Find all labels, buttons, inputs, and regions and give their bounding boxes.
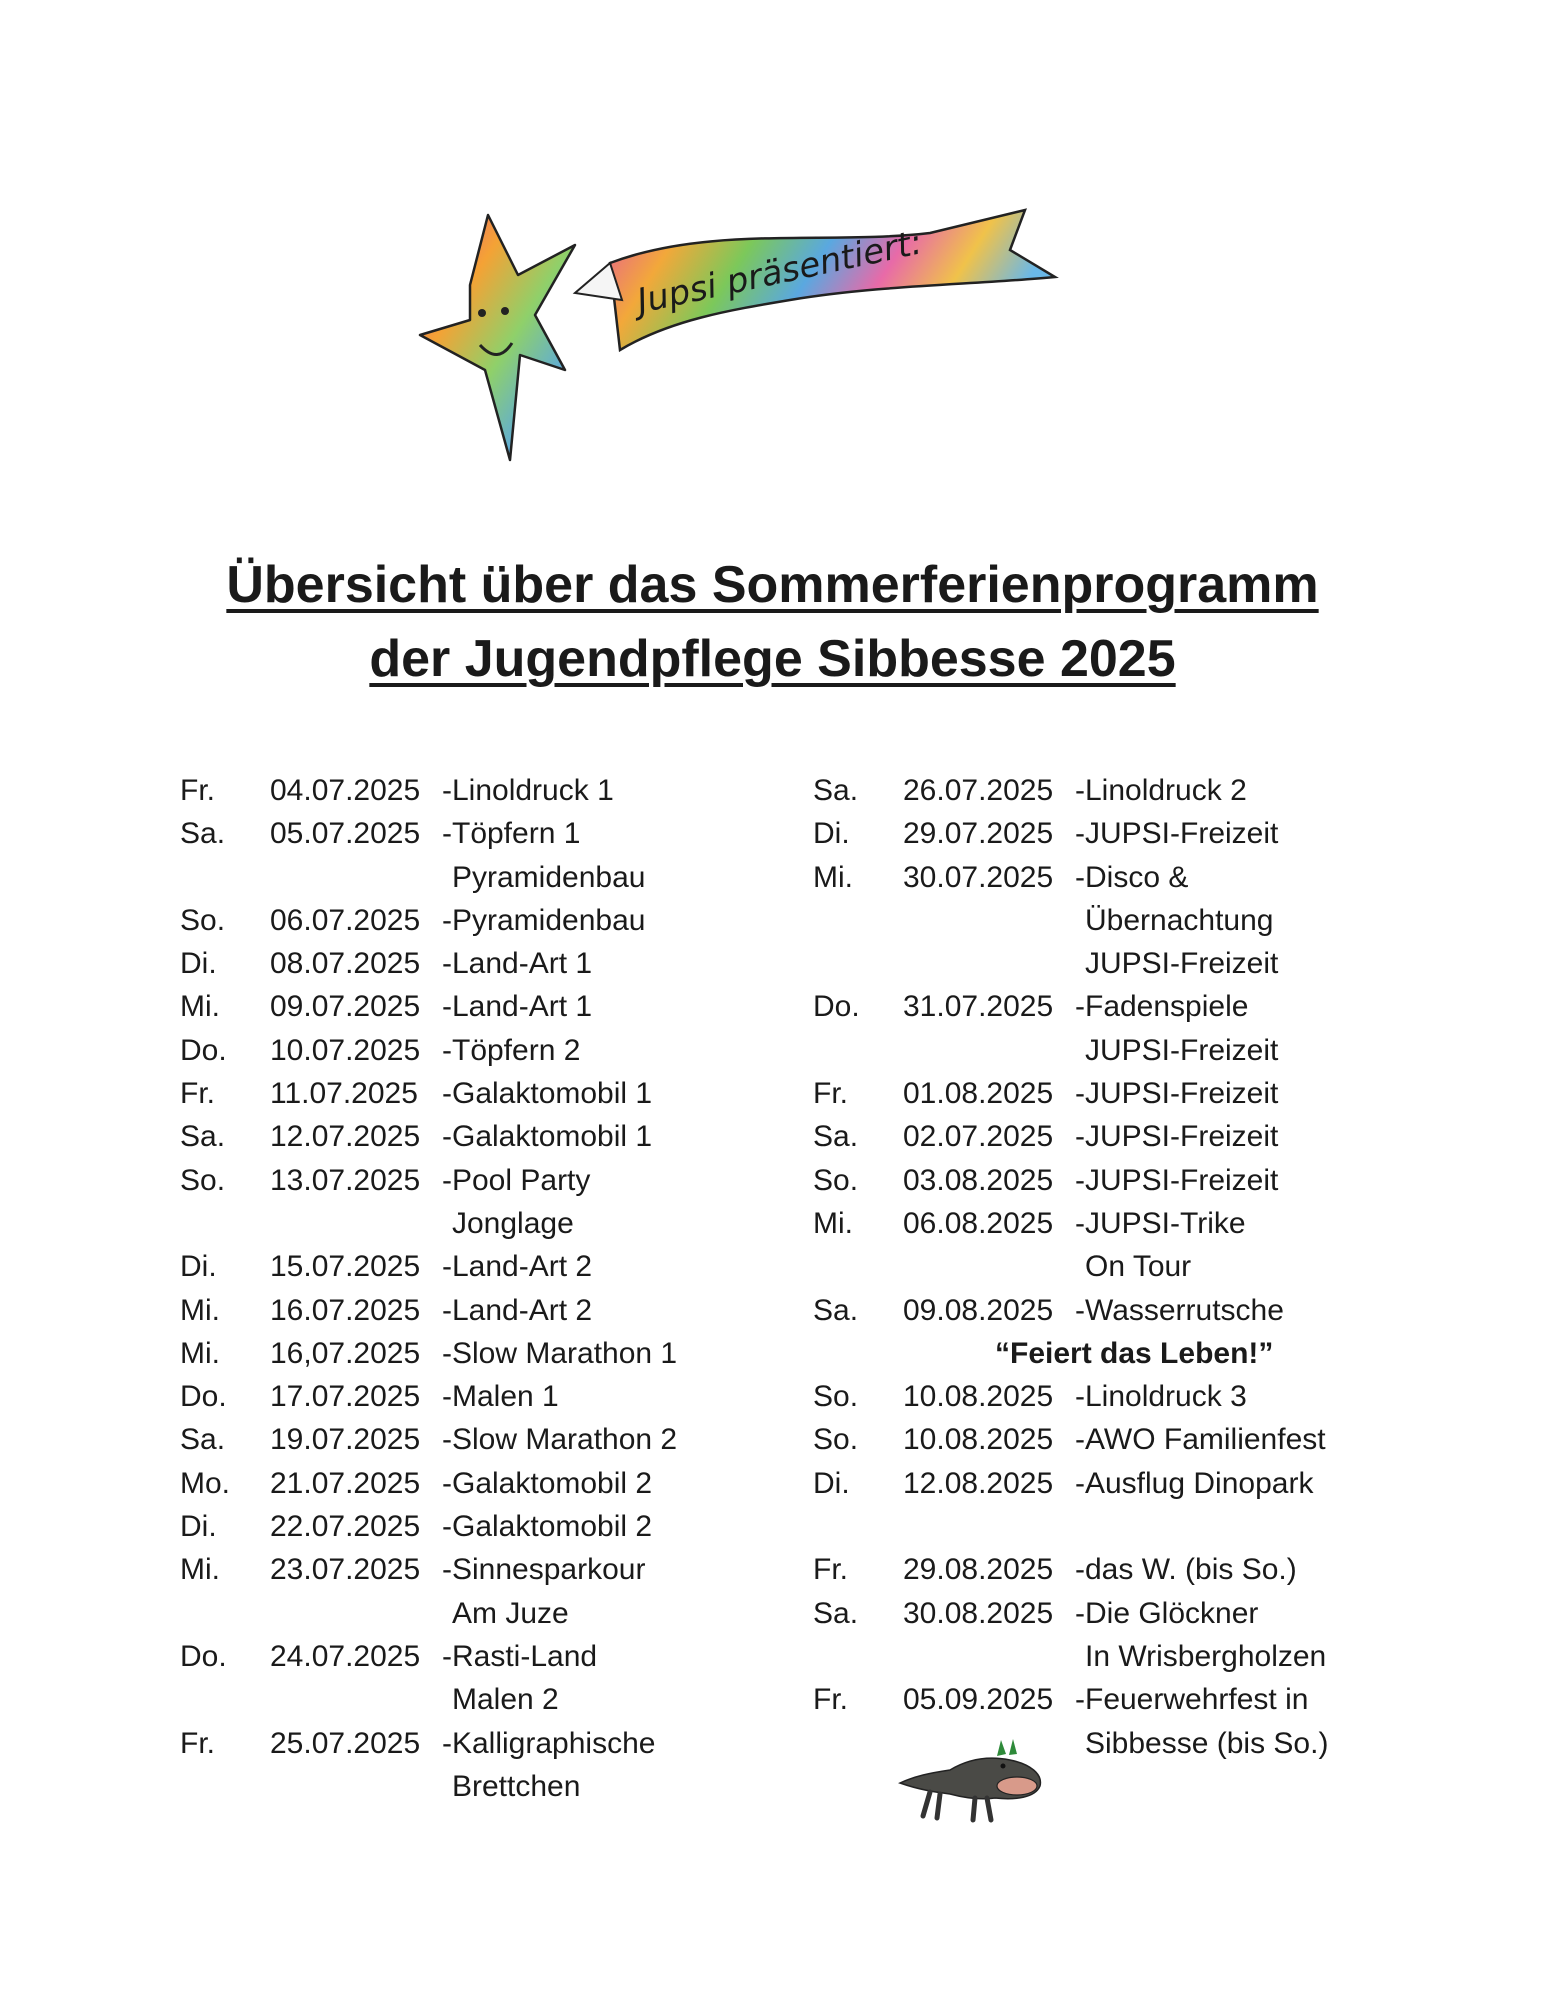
entry-day: Do.	[180, 1639, 227, 1673]
entry-activity: -Fadenspiele	[1075, 990, 1249, 1024]
entry-date: 10.07.2025	[270, 1033, 421, 1067]
entry-day: Do.	[180, 1380, 227, 1414]
schedule-entry	[813, 1159, 1328, 1202]
entry-day: Di.	[180, 1510, 217, 1544]
entry-activity: -JUPSI-Freizeit	[1075, 817, 1279, 851]
entry-activity: -Pyramidenbau	[442, 903, 646, 937]
entry-date: 30.08.2025	[903, 1596, 1054, 1630]
schedule-entry	[180, 812, 677, 899]
entry-date: 10.08.2025	[903, 1423, 1054, 1457]
entry-activity: -Land-Art 2	[442, 1293, 593, 1327]
entry-day: Do.	[180, 1033, 227, 1067]
entry-date: 24.07.2025	[270, 1639, 421, 1673]
entry-activity: -Land-Art 1	[442, 990, 593, 1024]
entry-day: So.	[813, 1380, 859, 1414]
entry-activity: Sibbesse (bis So.)	[1085, 1726, 1329, 1760]
entry-activity: JUPSI-Freizeit	[1085, 947, 1279, 981]
entry-date: 31.07.2025	[903, 990, 1054, 1024]
entry-date: 02.07.2025	[903, 1120, 1054, 1154]
entry-day: Sa.	[813, 1596, 859, 1630]
entry-date: 17.07.2025	[270, 1380, 421, 1414]
entry-activity: -Wasserrutsche	[1075, 1293, 1284, 1327]
entry-activity: -Töpfern 1	[442, 817, 581, 851]
entry-day: Fr.	[813, 1553, 848, 1587]
entry-activity: -Slow Marathon 1	[442, 1336, 678, 1370]
schedule-entry	[813, 1592, 1328, 1679]
entry-day: Mo.	[180, 1466, 231, 1500]
entry-activity: -Slow Marathon 2	[442, 1423, 678, 1457]
schedule-entry	[813, 1678, 1328, 1765]
schedule-entry	[180, 1375, 677, 1418]
entry-date: 05.07.2025	[270, 817, 421, 851]
schedule-entry	[180, 1635, 677, 1722]
entry-activity: Brettchen	[452, 1769, 581, 1803]
entry-day: Fr.	[813, 1683, 848, 1717]
entry-activity: Am Juze	[452, 1596, 569, 1630]
entry-day: Fr.	[813, 1077, 848, 1111]
entry-date: 04.07.2025	[270, 774, 421, 807]
entry-date: 13.07.2025	[270, 1163, 421, 1197]
entry-date: 29.07.2025	[903, 817, 1054, 851]
entry-activity: -Die Glöckner	[1075, 1596, 1259, 1630]
entry-day: Sa.	[180, 1120, 226, 1154]
entry-day: Sa.	[180, 1423, 226, 1457]
entry-activity: Malen 2	[452, 1683, 559, 1717]
schedule-entry	[180, 1418, 677, 1461]
entry-activity: -AWO Familienfest	[1075, 1423, 1326, 1457]
schedule-entry	[813, 1072, 1328, 1115]
schedule-entry	[813, 1375, 1328, 1418]
entry-activity: In Wrisbergholzen	[1085, 1639, 1327, 1673]
entry-day: So.	[180, 1163, 226, 1197]
entry-date: 01.08.2025	[903, 1077, 1054, 1111]
schedule-entry	[813, 1289, 1328, 1376]
entry-activity: -Galaktomobil 1	[442, 1120, 653, 1154]
entry-activity: -Ausflug Dinopark	[1075, 1466, 1314, 1500]
schedule-entry	[180, 1159, 677, 1246]
schedule-entry	[813, 769, 1328, 812]
schedule-left-column	[180, 769, 677, 1808]
schedule-entry	[180, 1462, 677, 1505]
entry-date: 06.07.2025	[270, 903, 421, 937]
schedule-entry	[813, 812, 1328, 855]
entry-activity: -JUPSI-Trike	[1075, 1206, 1246, 1240]
entry-day: So.	[180, 903, 226, 937]
entry-date: 12.07.2025	[270, 1120, 421, 1154]
page-title	[0, 548, 1545, 696]
entry-activity: -JUPSI-Freizeit	[1075, 1163, 1279, 1197]
entry-date: 03.08.2025	[903, 1163, 1054, 1197]
entry-date: 22.07.2025	[270, 1510, 421, 1544]
schedule-entry	[813, 1418, 1328, 1461]
schedule-entry	[813, 1548, 1328, 1591]
entry-day: Do.	[813, 990, 860, 1024]
entry-date: 09.07.2025	[270, 990, 421, 1024]
schedule-entry	[813, 856, 1328, 986]
entry-activity: -Linoldruck 1	[442, 774, 614, 807]
schedule-entry	[180, 1332, 677, 1375]
entry-date: 19.07.2025	[270, 1423, 421, 1457]
schedule-entry	[180, 1289, 677, 1332]
entry-activity: -Linoldruck 3	[1075, 1380, 1247, 1414]
entry-date: 29.08.2025	[903, 1553, 1054, 1587]
entry-date: 26.07.2025	[903, 774, 1054, 807]
entry-date: 05.09.2025	[903, 1683, 1054, 1717]
entry-date: 06.08.2025	[903, 1206, 1054, 1240]
entry-activity: -Rasti-Land	[442, 1639, 598, 1673]
entry-day: Mi.	[180, 1336, 220, 1370]
entry-day: Sa.	[180, 817, 226, 851]
schedule-entry	[813, 1115, 1328, 1158]
entry-day: Mi.	[813, 860, 853, 894]
entry-activity: -JUPSI-Freizeit	[1075, 1120, 1279, 1154]
entry-day: Mi.	[180, 1293, 220, 1327]
schedule-entry	[180, 1029, 677, 1072]
schedule-entry	[813, 1202, 1328, 1289]
entry-day: Di.	[180, 1250, 217, 1284]
title-line-1: Übersicht über das Sommerferienprogramm	[226, 556, 1319, 614]
entry-activity: -JUPSI-Freizeit	[1075, 1077, 1279, 1111]
schedule-entry	[180, 769, 677, 812]
entry-date: 16,07.2025	[270, 1336, 421, 1370]
entry-date: 16.07.2025	[270, 1293, 421, 1327]
entry-date: 10.08.2025	[903, 1380, 1054, 1414]
entry-day: Sa.	[813, 1293, 859, 1327]
entry-activity: -Galaktomobil 2	[442, 1466, 653, 1500]
entry-date: 11.07.2025	[270, 1077, 418, 1111]
schedule-entry	[180, 985, 677, 1028]
schedule-entry	[813, 985, 1328, 1072]
entry-date: 30.07.2025	[903, 860, 1054, 894]
entry-day: Di.	[813, 1466, 850, 1500]
entry-activity: -Disco &	[1075, 860, 1189, 894]
entry-date: 21.07.2025	[270, 1466, 421, 1500]
entry-activity: -Galaktomobil 2	[442, 1510, 653, 1544]
entry-day: Mi.	[180, 990, 220, 1024]
entry-day: So.	[813, 1163, 859, 1197]
entry-activity: -Töpfern 2	[442, 1033, 581, 1067]
schedule-entry	[180, 1548, 677, 1635]
lizard-illustration	[895, 1728, 1045, 1828]
schedule-entry	[180, 1115, 677, 1158]
schedule-entry	[180, 942, 677, 985]
entry-activity: JUPSI-Freizeit	[1085, 1033, 1279, 1067]
entry-day: So.	[813, 1423, 859, 1457]
title-line-2: der Jugendpflege Sibbesse 2025	[369, 630, 1176, 688]
entry-activity: -Sinnesparkour	[442, 1553, 646, 1587]
entry-activity: -Land-Art 2	[442, 1250, 593, 1284]
entry-date: 08.07.2025	[270, 947, 421, 981]
entry-date: 12.08.2025	[903, 1466, 1054, 1500]
entry-activity: -Feuerwehrfest in	[1075, 1683, 1309, 1717]
entry-day: Fr.	[180, 1077, 215, 1111]
entry-activity: -Malen 1	[442, 1380, 559, 1414]
entry-day: Di.	[813, 817, 850, 851]
entry-day: Fr.	[180, 1726, 215, 1760]
schedule-right-column	[813, 769, 1328, 1765]
entry-date: 09.08.2025	[903, 1293, 1054, 1327]
banner-text: Jupsi präsentiert:	[633, 222, 926, 322]
entry-date: 15.07.2025	[270, 1250, 421, 1284]
entry-activity: Jonglage	[452, 1206, 574, 1240]
entry-date: 25.07.2025	[270, 1726, 421, 1760]
spacer	[813, 1505, 1328, 1548]
entry-activity: Pyramidenbau	[452, 860, 646, 894]
entry-date: 23.07.2025	[270, 1553, 421, 1587]
entry-activity: -Kalligraphische	[442, 1726, 656, 1760]
jupsi-star-banner-illustration	[410, 205, 1070, 475]
entry-day: Di.	[180, 947, 217, 981]
schedule-entry	[180, 1505, 677, 1548]
entry-activity: -das W. (bis So.)	[1075, 1553, 1297, 1587]
entry-activity: -Pool Party	[442, 1163, 591, 1197]
entry-day: Mi.	[813, 1206, 853, 1240]
entry-slogan: “Feiert das Leben!”	[995, 1336, 1274, 1370]
schedule-entry	[180, 1072, 677, 1115]
entry-activity: -Galaktomobil 1	[442, 1077, 653, 1111]
entry-activity: -Land-Art 1	[442, 947, 593, 981]
entry-day: Sa.	[813, 1120, 859, 1154]
entry-day: Sa.	[813, 774, 859, 807]
entry-activity: -Linoldruck 2	[1075, 774, 1247, 807]
schedule-entry	[180, 899, 677, 942]
schedule-entry	[813, 1462, 1328, 1505]
schedule-entry	[180, 1245, 677, 1288]
schedule-entry	[180, 1722, 677, 1809]
entry-activity: On Tour	[1085, 1250, 1192, 1284]
entry-day: Mi.	[180, 1553, 220, 1587]
entry-day: Fr.	[180, 774, 215, 807]
entry-activity: Übernachtung	[1085, 903, 1274, 937]
